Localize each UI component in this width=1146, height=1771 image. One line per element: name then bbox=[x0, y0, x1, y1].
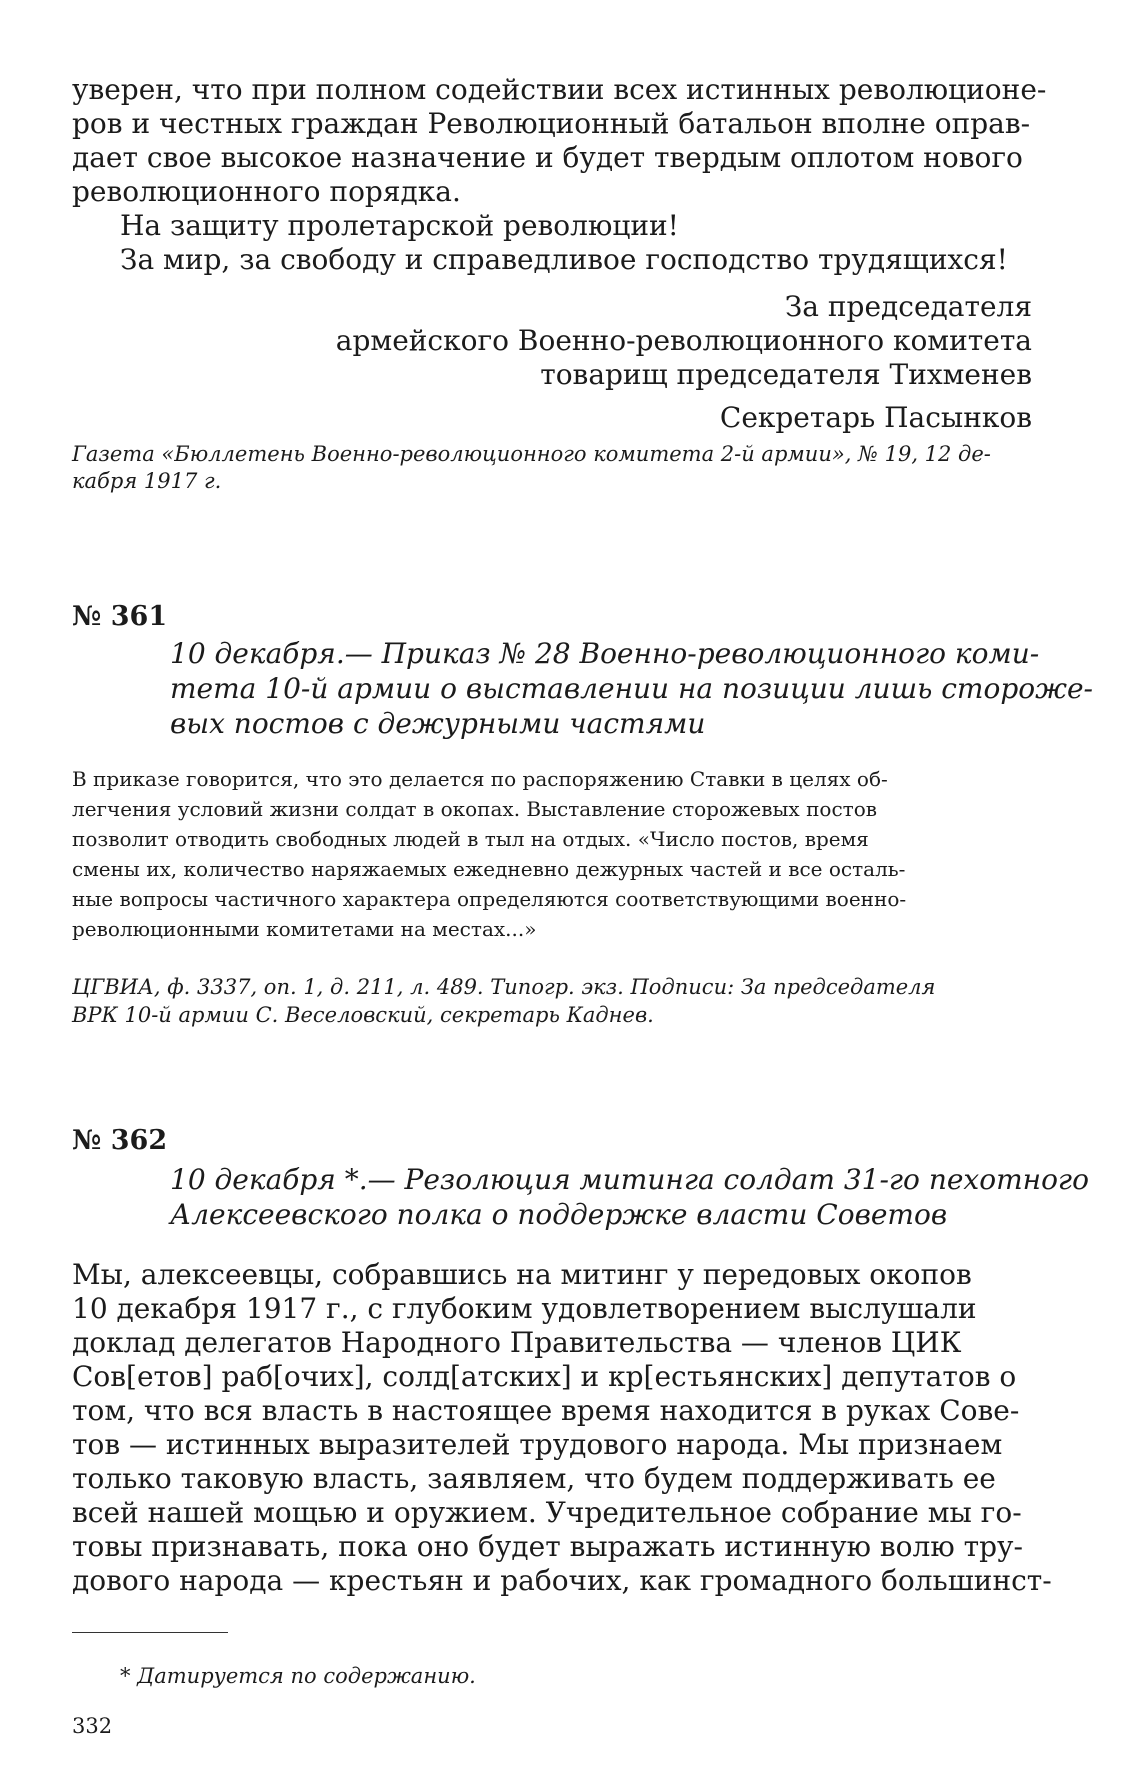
body-text-line: Мы, алексеевцы, собравшись на митинг у передовых окопов bbox=[72, 1258, 972, 1291]
body-text-line: революционного порядка. bbox=[72, 175, 461, 208]
signature-line: армейского Военно-революционного комитета bbox=[335, 324, 1032, 357]
page-number: 332 bbox=[72, 1714, 113, 1738]
body-text-line: Сов[етов] раб[очих], солд[атских] и кр[естьянских] депутатов о bbox=[72, 1360, 1017, 1393]
signature-line: За председателя bbox=[784, 290, 1032, 323]
body-text-line: всей нашей мощью и оружием. Учредительное собрание мы го- bbox=[72, 1496, 1022, 1529]
source-citation-line: ВРК 10-й армии С. Веселовский, секретарь Каднев. bbox=[72, 1003, 654, 1027]
document-number: № 361 bbox=[72, 601, 168, 632]
summary-line: смены их, количество наряжаемых ежедневно дежурных частей и все осталь- bbox=[72, 857, 906, 881]
body-text-line: уверен, что при полном содействии всех истинных революционе- bbox=[72, 73, 1047, 106]
summary-line: легчения условий жизни солдат в окопах. Выставление сторожевых постов bbox=[72, 797, 878, 821]
source-citation-line: кабря 1917 г. bbox=[72, 469, 222, 493]
summary-line: В приказе говорится, что это делается по распоряжению Ставки в целях об- bbox=[72, 767, 888, 791]
body-text-line: тов — истинных выразителей трудового народа. Мы признаем bbox=[72, 1428, 1003, 1461]
signature-line: товарищ председателя Тихменев bbox=[540, 358, 1032, 391]
summary-line: ные вопросы частичного характера определяются соответствующими военно- bbox=[72, 887, 907, 911]
body-text-line: том, что вся власть в настоящее время находится в руках Сове- bbox=[72, 1394, 1020, 1427]
document-title-line: 10 декабря.— Приказ № 28 Военно-революционного коми- bbox=[170, 637, 1040, 670]
footnote-divider bbox=[72, 1632, 228, 1633]
footnote: * Датируется по содержанию. bbox=[120, 1664, 476, 1688]
document-title-line: тета 10-й армии о выставлении на позиции лишь стороже- bbox=[170, 672, 1093, 705]
source-citation-line: ЦГВИА, ф. 3337, оп. 1, д. 211, л. 489. Типогр. экз. Подписи: За председателя bbox=[72, 975, 936, 999]
summary-line: позволит отводить свободных людей в тыл на отдых. «Число постов, время bbox=[72, 827, 869, 851]
source-citation-line: Газета «Бюллетень Военно-революционного комитета 2-й армии», № 19, 12 де- bbox=[72, 442, 991, 466]
body-text-line: 10 декабря 1917 г., с глубоким удовлетворением выслушали bbox=[72, 1292, 977, 1325]
slogan-line: За мир, за свободу и справедливое господство трудящихся! bbox=[120, 243, 1008, 276]
body-text-line: доклад делегатов Народного Правительства — членов ЦИК bbox=[72, 1326, 962, 1359]
document-number: № 362 bbox=[72, 1125, 168, 1156]
body-text-line: товы признавать, пока оно будет выражать истинную волю тру- bbox=[72, 1530, 1023, 1563]
slogan-line: На защиту пролетарской революции! bbox=[120, 209, 679, 242]
summary-line: революционными комитетами на местах...» bbox=[72, 917, 537, 941]
body-text-line: только таковую власть, заявляем, что будем поддерживать ее bbox=[72, 1462, 996, 1495]
document-title-line: Алексеевского полка о поддержке власти Советов bbox=[170, 1198, 948, 1231]
document-title-line: вых постов с дежурными частями bbox=[170, 707, 706, 740]
body-text-line: ров и честных граждан Революционный батальон вполне оправ- bbox=[72, 107, 1031, 140]
signature-line: Секретарь Пасынков bbox=[719, 401, 1032, 434]
body-text-line: дает свое высокое назначение и будет твердым оплотом нового bbox=[72, 141, 1023, 174]
document-title-line: 10 декабря *.— Резолюция митинга солдат 31-го пехотного bbox=[170, 1163, 1089, 1196]
body-text-line: дового народа — крестьян и рабочих, как громадного большинст- bbox=[72, 1564, 1052, 1597]
